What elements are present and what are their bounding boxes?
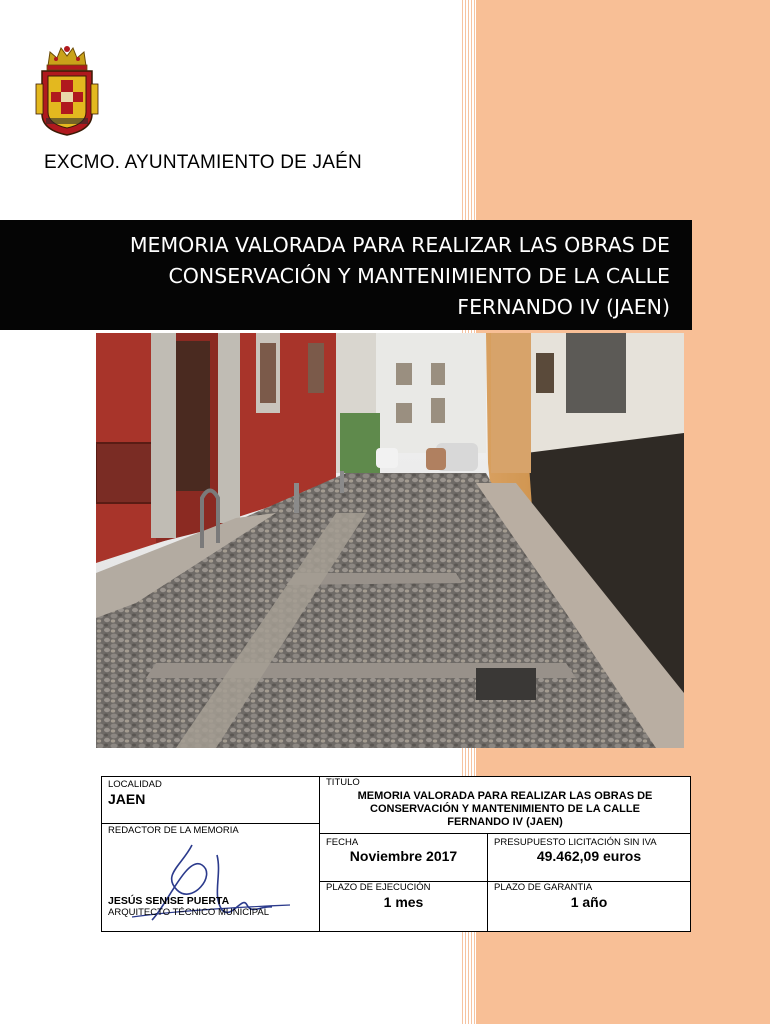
titulo-line: FERNANDO IV (JAEN) (447, 816, 563, 828)
presupuesto-label: PRESUPUESTO LICITACIÓN SIN IVA (494, 837, 657, 848)
title-band (0, 220, 692, 330)
row-divider (319, 833, 690, 834)
row-divider (102, 823, 319, 824)
document-title (10, 230, 670, 323)
info-table (101, 776, 691, 932)
titulo-value (320, 790, 690, 829)
titulo-line: MEMORIA VALORADA PARA REALIZAR LAS OBRAS DE (357, 790, 653, 802)
coat-of-arms-icon (34, 44, 100, 138)
redactor-role: ARQUITECTO TÉCNICO MUNICIPAL (108, 907, 269, 918)
localidad-label: LOCALIDAD (108, 779, 162, 790)
street-photo (96, 333, 684, 748)
redactor-label: REDACTOR DE LA MEMORIA (108, 825, 239, 836)
localidad-value: JAEN (108, 791, 146, 807)
title-line: MEMORIA VALORADA PARA REALIZAR LAS OBRAS DE (129, 233, 670, 257)
fecha-label: FECHA (326, 837, 359, 848)
plazo-garantia-label: PLAZO DE GARANTIA (494, 882, 593, 893)
redactor-name: JESÚS SENISE PUERTA (108, 895, 230, 907)
plazo-garantia-value: 1 año (570, 894, 608, 910)
plazo-ejecucion-label: PLAZO DE EJECUCIÓN (326, 882, 431, 893)
fecha-value: Noviembre 2017 (349, 848, 458, 864)
presupuesto-value: 49.462,09 euros (536, 848, 642, 864)
title-line: CONSERVACIÓN Y MANTENIMIENTO DE LA CALLE (168, 264, 670, 288)
plazo-ejecucion-value: 1 mes (383, 894, 424, 910)
title-line: FERNANDO IV (JAEN) (457, 295, 670, 319)
organization-name: EXCMO. AYUNTAMIENTO DE JAÉN (44, 152, 362, 173)
titulo-label: TITULO (326, 777, 360, 788)
titulo-line: CONSERVACIÓN Y MANTENIMIENTO DE LA CALLE (370, 803, 640, 815)
